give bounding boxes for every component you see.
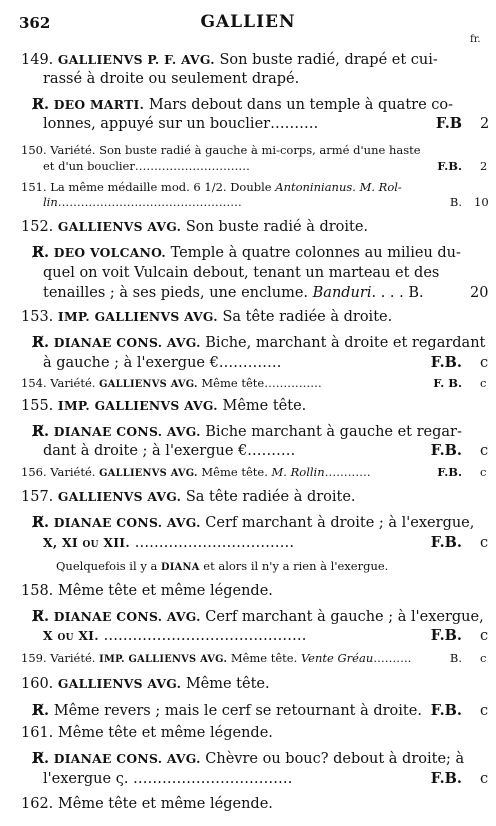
reverse-description: Même revers ; mais le cerf se retournant à droite.: [53, 703, 422, 719]
grade: F.B.: [430, 770, 462, 787]
entry-number: 155.: [21, 398, 54, 414]
entry-161-reverse-line-1: [32, 752, 464, 767]
entry-number: 161.: [21, 725, 54, 741]
entry-149-line-2: rassé à droite ou seulement drapé.: [43, 71, 300, 87]
entry-number: 149.: [21, 52, 54, 68]
entry-152-reverse-line-2: quel on voit Vulcain debout, tenant un marteau et des: [43, 265, 440, 281]
entry-number: 157.: [21, 489, 54, 505]
entry-150-line-1: [21, 145, 421, 157]
entry-number: 150.: [21, 143, 47, 157]
entry-number: 160.: [21, 676, 54, 692]
entry-149-reverse-line-1: [32, 98, 453, 113]
entry-157-note: Quelquefois il y a DIANA et alors il n'y a rien à l'exergue.: [56, 559, 389, 573]
price: 2: [480, 159, 488, 173]
coin-legend: GALLIENVS AVG.: [99, 468, 198, 479]
variant-label: Variété.: [50, 465, 96, 479]
coin-legend: GALLIENVS AVG.: [57, 489, 182, 504]
price: c: [480, 703, 489, 719]
coin-legend: GALLIENVS AVG.: [57, 676, 182, 691]
price: c: [480, 628, 489, 644]
entry-149-reverse-line-2: lonnes, appuyé sur un bouclier……….: [43, 116, 319, 132]
entry-151-line-2: lin…………………………………………: [43, 195, 242, 209]
price: c: [480, 465, 487, 479]
price: c: [480, 535, 489, 551]
entry-155-reverse-line-2: dant à droite ; à l'exergue €.………: [43, 443, 296, 459]
obverse-description: Son buste radié à gauche à mi-corps, armé d'une haste: [99, 143, 421, 157]
reverse-legend: DEO VOLCANO.: [53, 245, 167, 260]
entry-158-reverse-line-1: [32, 610, 484, 625]
reverse-legend: DIANAE CONS. AVG.: [53, 515, 201, 530]
grade: F.B.: [437, 465, 462, 479]
entry-154-line-1: 154. Variété. GALLIENVS AVG. Même tête……………: [21, 376, 322, 390]
grade: F.B.: [430, 702, 462, 719]
entry-number: 156.: [21, 465, 47, 479]
reverse-legend: DIANAE CONS. AVG.: [53, 609, 201, 624]
currency-column-header: fr.: [470, 34, 481, 45]
reverse-mark: R̸.: [32, 423, 50, 440]
grade: F.B.: [430, 534, 462, 551]
grade: F.B: [435, 115, 462, 132]
coin-legend: GALLIENVS P. F. AVG.: [57, 52, 215, 67]
grade: F.B.: [437, 159, 462, 173]
entry-155-reverse-line-1: [32, 425, 462, 440]
reverse-mark: R̸.: [32, 96, 50, 113]
price: c: [480, 355, 489, 371]
variant-label: Variété.: [50, 651, 96, 665]
obverse-description: Son buste radié à droite.: [185, 219, 369, 235]
price: c: [480, 771, 489, 787]
grade: B.: [449, 195, 462, 209]
entry-161-line-1: [21, 726, 273, 741]
entry-160-line-1: [21, 677, 270, 692]
entry-156-line-1: 156. Variété. GALLIENVS AVG. Même tête. M. Rollin…………: [21, 465, 371, 479]
price: 20: [470, 285, 489, 301]
entry-150-line-2: et d'un bouclier…………………………: [43, 159, 250, 173]
reverse-description: Chèvre ou bouc? debout à droite; à: [205, 751, 465, 767]
coin-legend: IMP. GALLIENVS AVG.: [57, 309, 218, 324]
reverse-description: Cerf marchant à droite ; à l'exergue,: [205, 515, 475, 531]
obverse-description: Sa tête radiée à droite.: [222, 309, 393, 325]
entry-158-reverse-line-2: X ou XI. ……………………………………: [43, 628, 307, 644]
entry-153-line-1: [21, 310, 392, 325]
reverse-description: Biche, marchant à droite et regardant: [205, 335, 486, 351]
entry-number: 152.: [21, 219, 54, 235]
reverse-mark: R̸.: [32, 750, 50, 767]
entry-157-reverse-line-1: [32, 516, 474, 531]
entry-152-reverse-line-1: [32, 246, 461, 261]
entry-161-reverse-line-2: l'exergue ς. ……………………………: [43, 771, 293, 787]
obverse-description: Même tête.: [185, 676, 270, 692]
entry-153-reverse-line-2: à gauche ; à l'exergue €.…………: [43, 355, 282, 371]
entry-number: 162.: [21, 796, 54, 812]
entry-149-line-1: [21, 53, 438, 68]
obverse-description: Même tête.: [222, 398, 307, 414]
variant-label: Variété.: [50, 143, 96, 157]
grade: B.: [449, 651, 462, 665]
entry-number: 158.: [21, 583, 54, 599]
grade: F.B.: [430, 354, 462, 371]
entry-151-line-1: 151. La même médaille mod. 6 1/2. Double Antoninianus. M. Rol-: [21, 180, 402, 194]
price: c: [480, 443, 489, 459]
reverse-legend: DIANAE CONS. AVG.: [53, 751, 201, 766]
entry-number: 151.: [21, 180, 47, 194]
entry-number: 154.: [21, 376, 47, 390]
obverse-description: Même tête et même légende.: [57, 583, 273, 599]
coin-legend: IMP. GALLIENVS AVG.: [99, 654, 228, 665]
reverse-mark: R̸.: [32, 244, 50, 261]
page-title: GALLIEN: [200, 12, 296, 32]
entry-152-reverse-line-3: tenailles ; à ses pieds, une enclume. Banduri. . . . B.: [43, 285, 424, 301]
entry-158-line-1: [21, 584, 273, 599]
price: c: [480, 376, 487, 390]
reverse-description: Mars debout dans un temple à quatre co-: [148, 97, 454, 113]
reverse-description: Biche marchant à gauche et regar-: [205, 424, 462, 440]
reverse-legend: DIANAE CONS. AVG.: [53, 335, 201, 350]
reverse-legend: DEO MARTI.: [53, 97, 145, 112]
reverse-mark: R̸.: [32, 514, 50, 531]
price: c: [480, 651, 487, 665]
reverse-mark: R̸.: [32, 608, 50, 625]
entry-157-reverse-line-2: X, XI ou XII. ……………………………: [43, 535, 295, 551]
reverse-description: Temple à quatre colonnes au milieu du-: [170, 245, 461, 261]
grade: F.B.: [430, 442, 462, 459]
coin-legend: GALLIENVS AVG.: [57, 219, 182, 234]
grade: F.B.: [430, 627, 462, 644]
obverse-description: Même tête et même légende.: [57, 725, 273, 741]
entry-number: 153.: [21, 309, 54, 325]
price: 10: [474, 195, 489, 209]
coin-legend: GALLIENVS AVG.: [99, 379, 198, 390]
page-number: 362: [19, 14, 51, 32]
reverse-mark: R̸.: [32, 334, 50, 351]
grade: F. B.: [433, 376, 462, 390]
obverse-description: Même tête et même légende.: [57, 796, 273, 812]
price: 2: [480, 116, 490, 132]
obverse-description: Sa tête radiée à droite.: [185, 489, 356, 505]
entry-number: 159.: [21, 651, 47, 665]
entry-159-line-1: 159. Variété. IMP. GALLIENVS AVG. Même tête. Vente Gréau……….: [21, 651, 412, 665]
variant-label: Variété.: [50, 376, 96, 390]
entry-157-line-1: [21, 490, 356, 505]
reverse-mark: R̸.: [32, 702, 50, 719]
entry-155-line-1: [21, 399, 306, 414]
coin-legend: IMP. GALLIENVS AVG.: [57, 398, 218, 413]
entry-160-reverse-line-1: [32, 704, 422, 719]
entry-162-line-1: [21, 797, 273, 812]
reverse-description: Cerf marchant à gauche ; à l'exergue,: [205, 609, 484, 625]
entry-153-reverse-line-1: [32, 336, 485, 351]
obverse-description: Son buste radié, drapé et cui-: [219, 52, 438, 68]
reverse-legend: DIANAE CONS. AVG.: [53, 424, 201, 439]
entry-152-line-1: [21, 220, 368, 235]
